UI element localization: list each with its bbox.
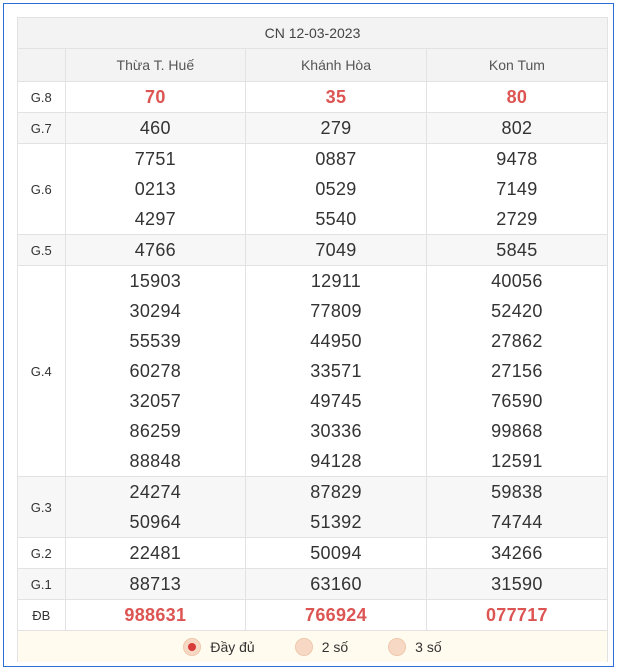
result-number: 55539 xyxy=(129,331,182,351)
result-number: 35 xyxy=(325,87,347,107)
radio-icon[interactable] xyxy=(183,638,201,656)
result-number: 70 xyxy=(145,87,166,107)
result-number: 15903 xyxy=(129,271,182,291)
province-header[interactable]: Kon Tum xyxy=(426,49,607,82)
result-cell xyxy=(65,82,246,113)
result-number: 2729 xyxy=(496,209,538,229)
display-option-label: Đầy đủ xyxy=(210,638,255,655)
result-number: 460 xyxy=(139,118,171,138)
result-cell xyxy=(65,266,246,477)
result-number: 4766 xyxy=(134,240,176,260)
draw-date: CN 12-03-2023 xyxy=(18,18,607,49)
result-cell xyxy=(246,144,427,235)
prize-label: G.6 xyxy=(18,144,65,235)
result-number: 44950 xyxy=(310,331,362,351)
result-number: 24274 xyxy=(129,482,182,502)
result-cell xyxy=(65,600,246,631)
result-cell xyxy=(246,82,427,113)
prize-label: ĐB xyxy=(18,600,65,631)
result-number: 32057 xyxy=(129,391,182,411)
prize-label: G.4 xyxy=(18,266,65,477)
result-cell xyxy=(426,82,607,113)
prize-row xyxy=(18,477,607,538)
result-number: 77809 xyxy=(310,301,362,321)
result-number: 27156 xyxy=(491,361,543,381)
result-number: 0887 xyxy=(315,149,357,169)
result-number: 279 xyxy=(320,118,352,138)
result-number: 50094 xyxy=(310,543,362,563)
prize-label: G.3 xyxy=(18,477,65,538)
result-cell xyxy=(246,600,427,631)
results-body xyxy=(18,82,607,631)
result-number: 802 xyxy=(501,118,533,138)
result-number: 33571 xyxy=(310,361,362,381)
prize-row xyxy=(18,538,607,569)
result-number: 49745 xyxy=(310,391,362,411)
result-number: 30294 xyxy=(129,301,182,321)
result-cell xyxy=(65,569,246,600)
results-frame xyxy=(3,3,614,667)
display-option[interactable] xyxy=(295,638,348,656)
result-cell xyxy=(426,569,607,600)
province-header[interactable]: Khánh Hòa xyxy=(246,49,427,82)
radio-icon[interactable] xyxy=(388,638,406,656)
result-number: 12591 xyxy=(491,451,543,471)
display-option-label: 2 số xyxy=(321,638,349,655)
results-panel xyxy=(17,17,608,662)
result-cell xyxy=(246,477,427,538)
result-cell xyxy=(246,235,427,266)
province-header-row xyxy=(18,49,607,82)
digit-display-options xyxy=(18,631,607,662)
result-number: 52420 xyxy=(491,301,543,321)
result-cell xyxy=(426,538,607,569)
result-cell xyxy=(65,144,246,235)
result-number: 59838 xyxy=(491,482,543,502)
display-option[interactable] xyxy=(388,638,441,656)
result-cell xyxy=(426,235,607,266)
radio-icon[interactable] xyxy=(295,638,313,656)
result-number: 88713 xyxy=(129,574,182,594)
result-number: 5845 xyxy=(496,240,538,260)
results-table xyxy=(18,49,607,631)
province-header[interactable]: Thừa T. Huế xyxy=(65,49,246,82)
result-number: 988631 xyxy=(124,605,187,625)
result-cell xyxy=(246,266,427,477)
result-cell xyxy=(426,266,607,477)
result-cell xyxy=(65,538,246,569)
result-number: 0529 xyxy=(315,179,357,199)
result-number: 077717 xyxy=(485,605,548,625)
result-cell xyxy=(65,235,246,266)
result-number: 50964 xyxy=(129,512,182,532)
prize-label: G.1 xyxy=(18,569,65,600)
result-number: 94128 xyxy=(310,451,362,471)
prize-label: G.7 xyxy=(18,113,65,144)
result-number: 51392 xyxy=(310,512,362,532)
result-number: 63160 xyxy=(310,574,362,594)
result-number: 12911 xyxy=(310,271,362,291)
result-number: 80 xyxy=(506,87,528,107)
result-number: 88848 xyxy=(129,451,182,471)
result-number: 5540 xyxy=(315,209,357,229)
result-number: 60278 xyxy=(129,361,182,381)
result-cell xyxy=(426,113,607,144)
result-number: 99868 xyxy=(491,421,543,441)
result-number: 40056 xyxy=(491,271,543,291)
display-option-label: 3 số xyxy=(415,638,442,655)
result-number: 76590 xyxy=(491,391,543,411)
result-number: 31590 xyxy=(491,574,543,594)
prize-row xyxy=(18,113,607,144)
prize-row xyxy=(18,600,607,631)
prize-row xyxy=(18,569,607,600)
result-number: 7049 xyxy=(315,240,357,260)
result-cell xyxy=(426,144,607,235)
prize-column-header xyxy=(18,49,65,82)
result-number: 87829 xyxy=(310,482,362,502)
prize-row xyxy=(18,82,607,113)
prize-label: G.8 xyxy=(18,82,65,113)
result-number: 34266 xyxy=(491,543,543,563)
prize-row xyxy=(18,144,607,235)
result-cell xyxy=(426,600,607,631)
result-number: 7751 xyxy=(134,149,176,169)
result-number: 30336 xyxy=(310,421,362,441)
result-number: 74744 xyxy=(491,512,543,532)
prize-label: G.5 xyxy=(18,235,65,266)
result-number: 22481 xyxy=(129,543,182,563)
result-number: 86259 xyxy=(129,421,182,441)
result-cell xyxy=(65,477,246,538)
result-cell xyxy=(246,113,427,144)
result-number: 9478 xyxy=(496,149,538,169)
result-number: 27862 xyxy=(491,331,543,351)
prize-row xyxy=(18,235,607,266)
result-cell xyxy=(65,113,246,144)
display-option[interactable] xyxy=(183,638,254,656)
result-number: 4297 xyxy=(134,209,176,229)
result-cell xyxy=(246,569,427,600)
result-number: 766924 xyxy=(305,605,367,625)
prize-label: G.2 xyxy=(18,538,65,569)
result-cell xyxy=(426,477,607,538)
result-cell xyxy=(246,538,427,569)
prize-row xyxy=(18,266,607,477)
result-number: 0213 xyxy=(134,179,176,199)
result-number: 7149 xyxy=(496,179,538,199)
